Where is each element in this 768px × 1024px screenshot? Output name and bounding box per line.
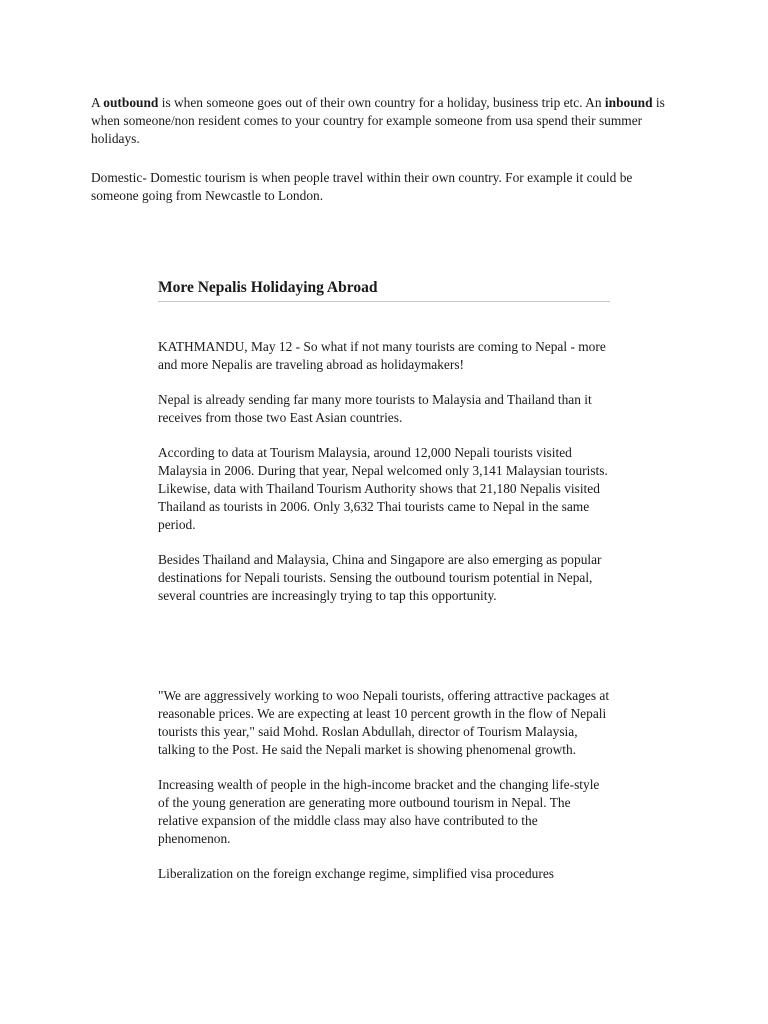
definition-text-3: is when someone/non resident comes to your country for example someone from usa spend their summer holidays. — [91, 95, 665, 146]
definition-text-2: is when someone goes out of their own country for a holiday, business trip etc. An — [158, 95, 605, 110]
article-paragraph: Besides Thailand and Malaysia, China and Singapore are also emerging as popular destinations for Nepali tourists. Sensing the outbound tourism potential in Nepal, several countries are increasingly trying to tap this opportunity. — [158, 552, 602, 603]
domestic-text: Domestic- Domestic tourism is when people travel within their own country. For example it could be someone going from Newcastle to London. — [91, 170, 633, 203]
term-inbound: inbound — [604, 95, 653, 110]
term-outbound: outbound — [103, 95, 159, 110]
intro-domestic-paragraph — [91, 169, 671, 205]
article-title: More Nepalis Holidaying Abroad — [158, 278, 610, 302]
intro-definition-paragraph — [91, 94, 671, 148]
article-paragraph: "We are aggressively working to woo Nepali tourists, offering attractive packages at reasonable prices. We are expecting at least 10 percent growth in the flow of Nepali tourists this year," said Mohd. Roslan Abdullah, director of Tourism Malaysia, talking to the Post. He said the Nepali market is showing phenomenal growth. — [158, 688, 610, 757]
article-paragraph: KATHMANDU, May 12 - So what if not many tourists are coming to Nepal - more and more Nepalis are traveling abroad as holidaymakers! — [158, 339, 606, 372]
article-paragraph: Increasing wealth of people in the high-income bracket and the changing life-style of the young generation are generating more outbound tourism in Nepal. The relative expansion of the middle class may also have contributed to the phenomenon. — [158, 777, 600, 846]
article-paragraph: Nepal is already sending far many more tourists to Malaysia and Thailand than it receives from those two East Asian countries. — [158, 392, 592, 425]
article — [158, 278, 612, 900]
definition-text-1: A — [91, 95, 104, 110]
article-paragraph: According to data at Tourism Malaysia, around 12,000 Nepali tourists visited Malaysia in 2006. During that year, Nepal welcomed only 3,141 Malaysian tourists. Likewise, data with Thailand Tourism Authority shows that 21,180 Nepalis visited Thailand as tourists in 2006. Only 3,632 Thai tourists came to Nepal in the same period. — [158, 445, 608, 532]
article-paragraph: Liberalization on the foreign exchange regime, simplified visa procedures — [158, 866, 554, 881]
